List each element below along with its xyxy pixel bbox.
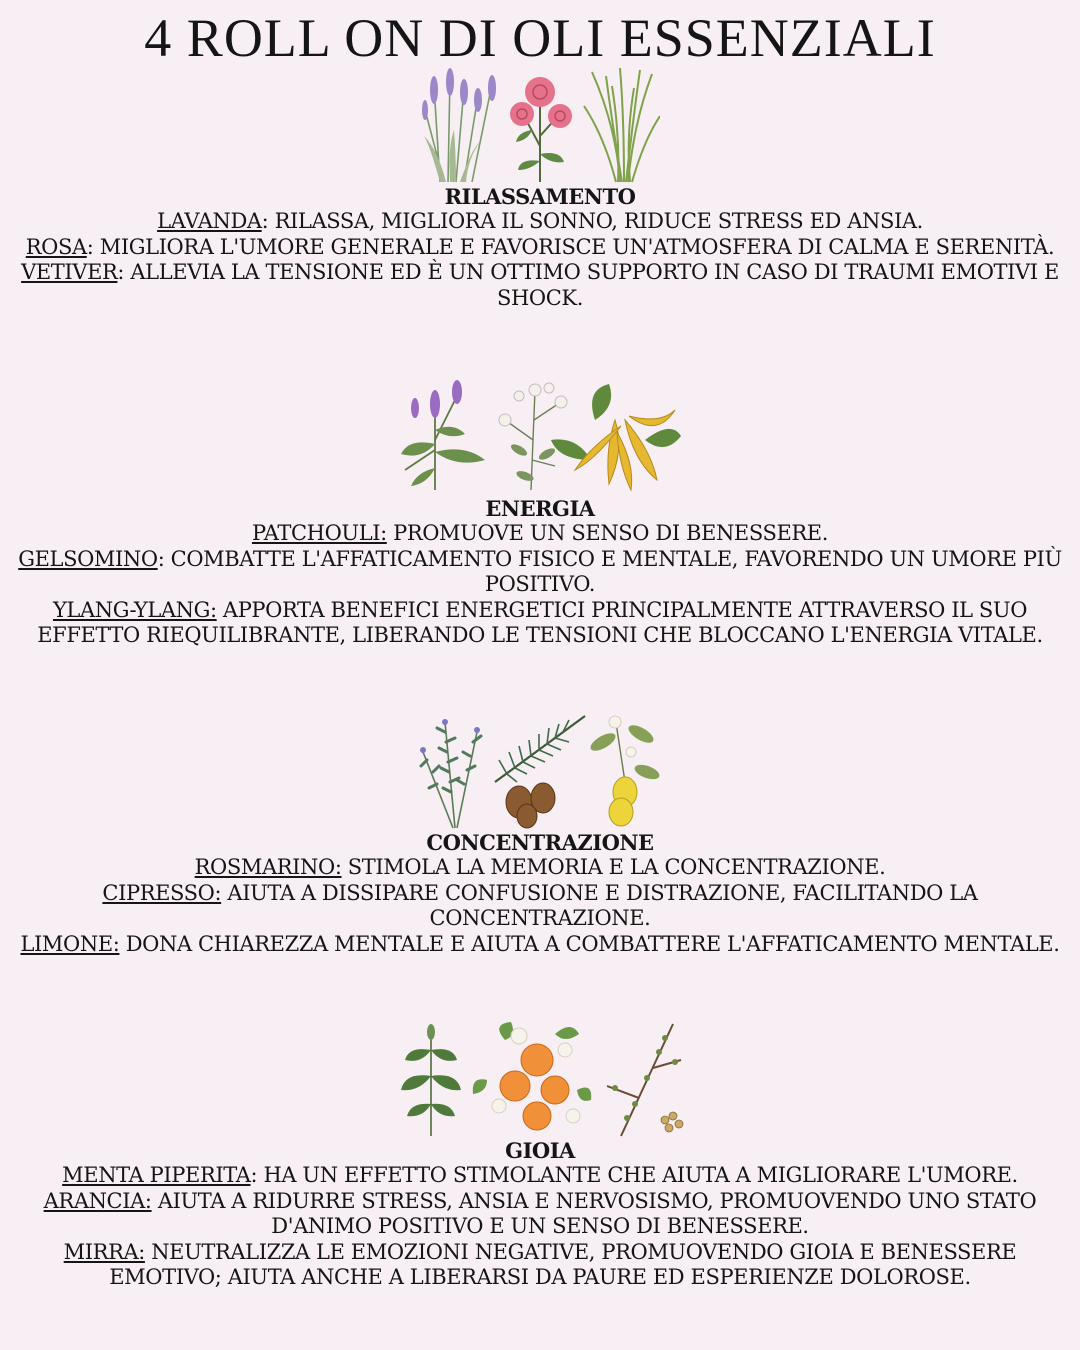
lavender-icon: [422, 68, 496, 182]
item-separator: :: [261, 209, 269, 233]
item-cipresso: [0, 881, 1080, 932]
item-rosa: [0, 235, 1080, 261]
item-name: YLANG-YLANG:: [52, 597, 217, 622]
item-separator: :: [86, 234, 94, 259]
item-separator: :: [250, 1163, 258, 1187]
item-text: ALLEVIA LA TENSIONE ED È UN OTTIMO SUPPORTO IN CASO DI TRAUMI EMOTIVI E SHOCK.: [124, 260, 1059, 310]
item-text: NEUTRALIZZA LE EMOZIONI NEGATIVE, PROMUOVENDO GIOIA E BENESSERE EMOTIVO; AIUTA ANCHE A LIBERARSI DA PAURE ED ESPERIENZE DOLOROSE.: [109, 1239, 1017, 1289]
item-text: MIGLIORA L'UMORE GENERALE E FAVORISCE UN'ATMOSFERA DI CALMA E SERENITÀ.: [93, 234, 1055, 259]
item-ylang-ylang: [0, 598, 1080, 649]
item-limone: [0, 932, 1080, 958]
item-text: HA UN EFFETTO STIMOLANTE CHE AIUTA A MIGLIORARE L'UMORE.: [257, 1163, 1018, 1187]
section-title: ENERGIA: [485, 496, 595, 521]
patchouli-icon: [401, 380, 485, 490]
myrrh-branch-icon: [607, 1024, 683, 1136]
item-text: AIUTA A DISSIPARE CONFUSIONE E DISTRAZIONE, FACILITANDO LA CONCENTRAZIONE.: [221, 880, 978, 930]
section-concentrazione: [0, 712, 1080, 957]
item-name: MENTA PIPERITA: [62, 1163, 251, 1187]
item-patchouli: [0, 521, 1080, 547]
illustration-concentrazione: [415, 712, 665, 830]
item-separator: :: [157, 546, 165, 571]
item-text: DONA CHIAREZZA MENTALE E AIUTA A COMBATTERE L'AFFATICAMENTO MENTALE.: [119, 931, 1060, 956]
item-text: AIUTA A RIDURRE STRESS, ANSIA E NERVOSISMO, PROMUOVENDO UNO STATO D'ANIMO POSITIVO E UN SENSO DI BENESSERE.: [151, 1188, 1037, 1238]
section-energia: [0, 380, 1080, 649]
item-rosmarino: [0, 855, 1080, 881]
item-text: RILASSA, MIGLIORA IL SONNO, RIDUCE STRESS ED ANSIA.: [268, 209, 923, 233]
cypress-cones-icon: [495, 716, 585, 828]
orange-icon: [473, 1022, 591, 1130]
item-text: STIMOLA LA MEMORIA E LA CONCENTRAZIONE.: [341, 855, 886, 879]
item-lavanda: [0, 209, 1080, 235]
ylang-ylang-icon: [551, 384, 681, 490]
illustration-rilassamento: [420, 66, 660, 184]
jasmine-icon: [499, 383, 567, 490]
item-arancia: [0, 1189, 1080, 1240]
rose-icon: [510, 77, 572, 182]
item-text: PROMUOVE UN SENSO DI BENESSERE.: [386, 521, 829, 545]
item-name: LAVANDA: [157, 209, 262, 233]
section-title: CONCENTRAZIONE: [426, 830, 654, 855]
illustration-energia: [395, 380, 685, 496]
rosemary-icon: [420, 719, 481, 828]
item-separator: :: [117, 260, 125, 284]
item-name: ROSA: [25, 234, 87, 259]
item-name: ROSMARINO:: [194, 855, 342, 879]
item-mirra: [0, 1240, 1080, 1291]
section-rilassamento: [0, 66, 1080, 311]
section-title: RILASSAMENTO: [444, 184, 636, 209]
item-text: COMBATTE L'AFFATICAMENTO FISICO E MENTALE, FAVORENDO UN UMORE PIÙ POSITIVO.: [164, 546, 1062, 596]
item-gelsomino: [0, 547, 1080, 598]
page-title: 4 ROLL ON DI OLI ESSENZIALI: [144, 8, 936, 68]
item-name: ARANCIA:: [43, 1188, 152, 1213]
item-name: VETIVER: [21, 260, 118, 284]
illustration-gioia: [395, 1020, 685, 1138]
item-menta-piperita: [0, 1163, 1080, 1189]
section-gioia: [0, 1020, 1080, 1291]
peppermint-icon: [401, 1024, 461, 1136]
item-name: CIPRESSO:: [102, 880, 222, 905]
item-name: PATCHOULI:: [251, 521, 387, 545]
item-name: MIRRA:: [63, 1239, 145, 1264]
vetiver-grass-icon: [584, 68, 660, 182]
section-title: GIOIA: [505, 1138, 575, 1163]
item-vetiver: [0, 260, 1080, 311]
item-name: GELSOMINO: [18, 546, 158, 571]
lemon-icon: [588, 716, 661, 826]
item-name: LIMONE:: [20, 931, 120, 956]
item-text: APPORTA BENEFICI ENERGETICI PRINCIPALMENTE ATTRAVERSO IL SUO EFFETTO RIEQUILIBRANTE, LIBERANDO LE TENSIONI CHE BLOCCANO L'ENERGIA VITALE.: [37, 597, 1043, 647]
